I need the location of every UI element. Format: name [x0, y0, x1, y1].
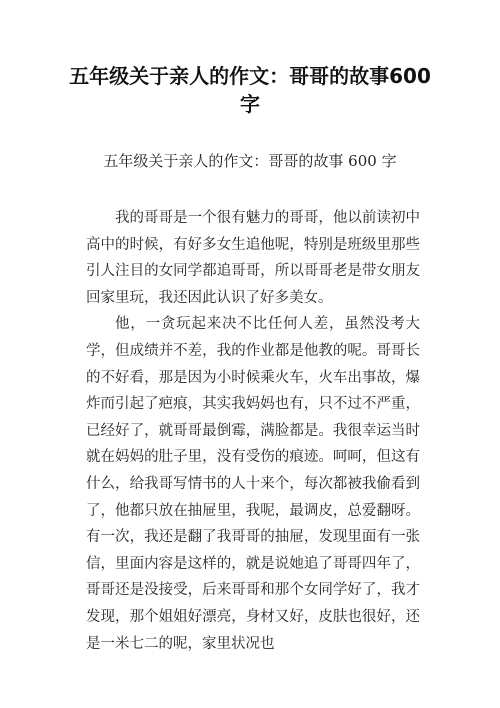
body-paragraph: 我的哥哥是一个很有魅力的哥哥，他以前读初中高中的时候，有好多女生追他呢，特别是班级里那些引人注目的女同学都追哥哥，所以哥哥老是带女朋友回家里玩，我还因此认识了好多美女。 — [86, 210, 420, 306]
body-paragraph: 他，一贪玩起来决不比任何人差，虽然没考大学，但成绩并不差，我的作业都是他教的呢。哥哥长的不好看，那是因为小时候乘火车，火车出事故，爆炸而引起了疤痕，其实我妈妈也有，只不过不严重，已经好了，就哥哥最倒霉，满脸都是。我很幸运当时就在妈妈的肚子里，没有受伤的痕迹。呵呵，但这有什么，给我哥写情书的人十来个，每次都被我偷看到了，他都只放在抽屉里，我呢，最调皮，总爱翻呀。有一次，我还是翻了我哥哥的抽屉，发现里面有一张信，里面内容是这样的，就是说她追了哥哥四年了，哥哥还是没接受，后来哥哥和那个女同学好了，我才发现，那个姐姐好漂亮，身材又好，皮肤也很好，还是一米七二的呢，家里状况也 — [86, 316, 420, 652]
document-title: 五年级关于亲人的作文：哥哥的故事600字 — [69, 64, 431, 116]
document-subtitle: 五年级关于亲人的作文：哥哥的故事 600 字 — [103, 152, 397, 170]
document-body — [86, 205, 420, 657]
